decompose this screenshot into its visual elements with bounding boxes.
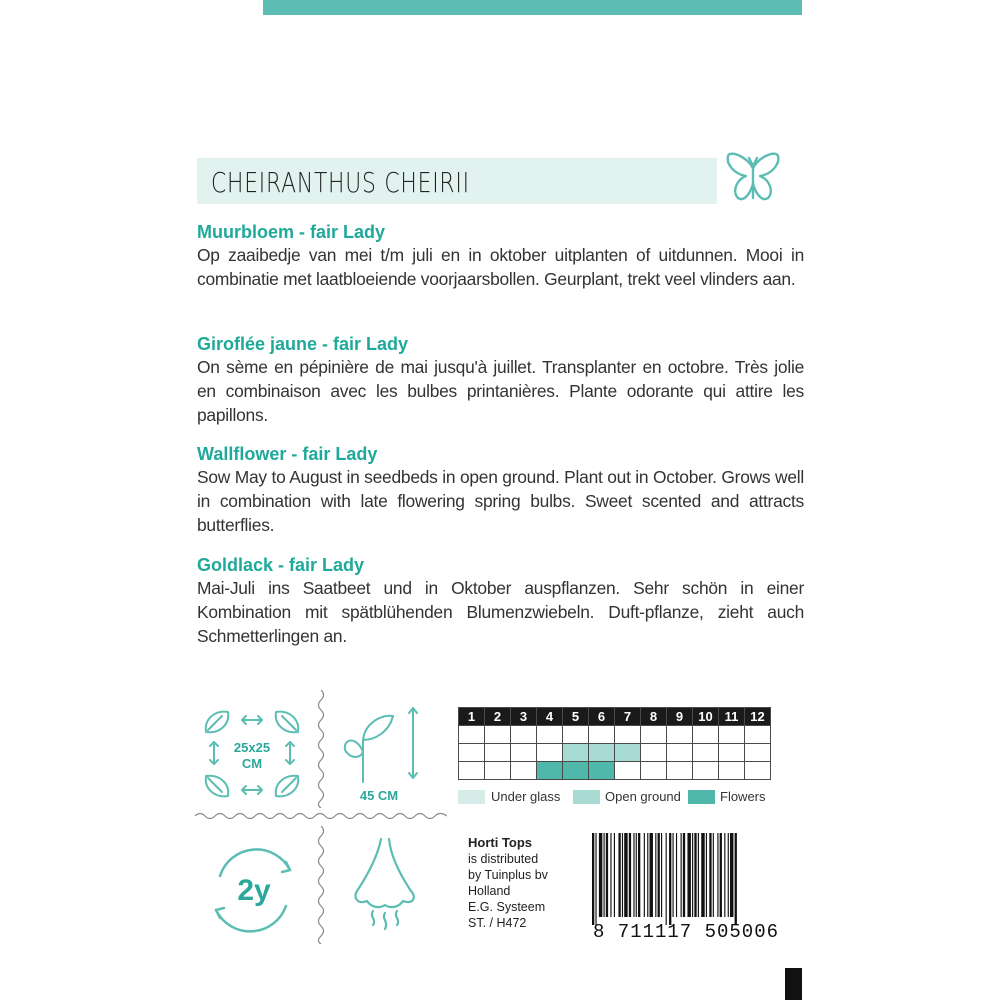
barcode-bar bbox=[604, 833, 605, 917]
barcode-bar bbox=[698, 833, 699, 917]
distributor-company: Horti Tops bbox=[468, 835, 533, 850]
month-header: 8 bbox=[641, 708, 667, 726]
section-heading: Muurbloem - fair Lady bbox=[197, 222, 386, 242]
barcode-bars bbox=[578, 833, 794, 939]
spacing-label-1: 25x25 bbox=[233, 740, 271, 755]
month-header: 11 bbox=[719, 708, 745, 726]
spacing-label-2: CM bbox=[241, 756, 263, 771]
section-body: On sème en pépinière de mai jusqu'à juillet. Transplanter en octobre. Très jolie en combinaison avec les bulbes printanières. Plante odorante qui attire les papillons. bbox=[197, 357, 804, 425]
legend-swatch-flowers bbox=[688, 790, 715, 804]
scent-icon-box bbox=[345, 835, 425, 935]
calendar-cell bbox=[745, 744, 771, 762]
barcode-bar bbox=[650, 833, 653, 917]
barcode-digits: 8 711117 505006 bbox=[592, 921, 780, 939]
section-dutch bbox=[197, 221, 804, 291]
calendar-header-row bbox=[459, 708, 771, 726]
barcode-bar bbox=[735, 833, 737, 925]
month-header: 1 bbox=[459, 708, 485, 726]
legend-label-open-ground: Open ground bbox=[605, 789, 681, 804]
barcode-bar bbox=[676, 833, 677, 917]
barcode-bar bbox=[629, 833, 631, 917]
legend-swatch-under-glass bbox=[458, 790, 485, 804]
month-header: 9 bbox=[667, 708, 693, 726]
latin-name: CHEIRANTHUS CHEIRII bbox=[211, 166, 470, 199]
calendar-cell bbox=[719, 726, 745, 744]
distributor-line: is distributed bbox=[468, 852, 539, 866]
calendar-cell bbox=[667, 726, 693, 744]
calendar-cell bbox=[459, 762, 485, 780]
calendar-cell bbox=[511, 744, 537, 762]
calendar-cell bbox=[693, 744, 719, 762]
calendar-cell bbox=[511, 726, 537, 744]
calendar-cell bbox=[589, 744, 615, 762]
calendar-cell bbox=[641, 726, 667, 744]
barcode-bar bbox=[713, 833, 714, 917]
section-english bbox=[197, 443, 804, 537]
barcode-bar bbox=[673, 833, 674, 917]
barcode-bar bbox=[701, 833, 704, 917]
biennial-cycle-icon bbox=[200, 840, 305, 940]
calendar-cell bbox=[485, 726, 511, 744]
calendar-cell bbox=[589, 726, 615, 744]
barcode-bar bbox=[592, 833, 594, 925]
section-body: Op zaaibedje van mei t/m juli en in oktober uitplanten of uitdunnen. Mooi in combinatie met laatbloeiende voorjaarsbollen. Geurplant, trekt veel vlinders aan. bbox=[197, 245, 804, 289]
sowing-calendar bbox=[458, 707, 771, 780]
calendar-cell bbox=[511, 762, 537, 780]
calendar-cell bbox=[667, 762, 693, 780]
barcode-bar bbox=[638, 833, 640, 917]
calendar-cell bbox=[719, 744, 745, 762]
barcode-bar bbox=[709, 833, 711, 917]
top-color-bar bbox=[263, 0, 802, 15]
barcode-bar bbox=[633, 833, 634, 917]
distributor-info bbox=[468, 835, 548, 931]
calendar-cell bbox=[745, 726, 771, 744]
height-label: 45 CM bbox=[359, 788, 399, 803]
legend-label-flowers: Flowers bbox=[720, 789, 766, 804]
horizontal-divider bbox=[195, 810, 447, 822]
barcode-bar bbox=[636, 833, 637, 917]
calendar-cell bbox=[589, 762, 615, 780]
title-banner bbox=[197, 158, 717, 204]
calendar-row-under-glass bbox=[459, 726, 771, 744]
plant-height-icon bbox=[335, 700, 435, 805]
barcode-bar bbox=[624, 833, 627, 917]
section-german bbox=[197, 554, 804, 648]
calendar-cell bbox=[745, 762, 771, 780]
barcode-bar bbox=[610, 833, 611, 917]
legend-label-under-glass: Under glass bbox=[491, 789, 561, 804]
calendar-cell bbox=[459, 744, 485, 762]
month-header: 7 bbox=[615, 708, 641, 726]
calendar-cell bbox=[667, 744, 693, 762]
barcode-bar bbox=[730, 833, 733, 917]
calendar-cell bbox=[485, 762, 511, 780]
barcode-bar bbox=[666, 833, 667, 925]
month-header: 10 bbox=[693, 708, 719, 726]
barcode-bar bbox=[614, 833, 615, 917]
barcode-bar bbox=[658, 833, 660, 917]
month-header: 6 bbox=[589, 708, 615, 726]
calendar-cell bbox=[615, 744, 641, 762]
leaf-spacing-icon bbox=[198, 700, 308, 805]
section-heading: Goldlack - fair Lady bbox=[197, 555, 365, 575]
barcode-bar bbox=[728, 833, 729, 917]
month-header: 12 bbox=[745, 708, 771, 726]
calendar-cell bbox=[459, 726, 485, 744]
barcode-bar bbox=[683, 833, 685, 917]
distributor-line: by Tuinplus bv bbox=[468, 868, 548, 882]
barcode-bar bbox=[724, 833, 725, 917]
calendar-cell bbox=[719, 762, 745, 780]
distributor-line: Holland bbox=[468, 884, 511, 898]
nose-scent-icon bbox=[345, 835, 425, 935]
month-header: 5 bbox=[563, 708, 589, 726]
barcode-bar bbox=[717, 833, 718, 917]
vertical-divider-lower bbox=[314, 826, 328, 944]
barcode-bar bbox=[720, 833, 722, 917]
spacing-icon-box bbox=[198, 700, 308, 805]
calendar-cell bbox=[563, 762, 589, 780]
barcode-bar bbox=[706, 833, 707, 917]
section-heading: Giroflée jaune - fair Lady bbox=[197, 334, 409, 354]
barcode-bar bbox=[644, 833, 645, 917]
barcode-bar bbox=[622, 833, 623, 917]
calendar-row-open-ground bbox=[459, 744, 771, 762]
month-header: 2 bbox=[485, 708, 511, 726]
barcode-bar bbox=[595, 833, 596, 925]
barcode-bar bbox=[647, 833, 648, 917]
calendar-cell bbox=[537, 762, 563, 780]
section-heading: Wallflower - fair Lady bbox=[197, 444, 378, 464]
calendar-row-flowers bbox=[459, 762, 771, 780]
section-body: Sow May to August in seedbeds in open ground. Plant out in October. Grows well in combination with late flowering spring bulbs. Sweet scented and attracts butterflies. bbox=[197, 467, 804, 535]
distributor-line: ST. / H472 bbox=[468, 916, 527, 930]
lifecycle-label: 2y bbox=[237, 874, 271, 907]
vertical-divider bbox=[314, 690, 328, 808]
calendar-cell bbox=[693, 726, 719, 744]
section-french bbox=[197, 333, 804, 427]
distributor-line: E.G. Systeem bbox=[468, 900, 546, 914]
barcode-bar bbox=[606, 833, 608, 917]
calendar-cell bbox=[641, 762, 667, 780]
barcode-bar bbox=[618, 833, 620, 917]
calendar-cell bbox=[615, 726, 641, 744]
section-body: Mai-Juli ins Saatbeet und in Oktober auspflanzen. Sehr schön in einer Kombination mit spätblühenden Blumenzwiebeln. Duft-pflanze, zieht auch Schmetterlingen an. bbox=[197, 578, 804, 646]
barcode bbox=[578, 833, 794, 939]
month-header: 4 bbox=[537, 708, 563, 726]
butterfly-icon bbox=[722, 148, 784, 210]
month-header: 3 bbox=[511, 708, 537, 726]
calendar-cell bbox=[615, 762, 641, 780]
calendar-cell bbox=[563, 744, 589, 762]
calendar-cell bbox=[563, 726, 589, 744]
barcode-bar bbox=[692, 833, 693, 917]
barcode-bar bbox=[655, 833, 656, 917]
barcode-bar bbox=[669, 833, 671, 925]
registration-mark bbox=[785, 968, 802, 1000]
barcode-bar bbox=[687, 833, 690, 917]
calendar-cell bbox=[485, 744, 511, 762]
calendar-cell bbox=[537, 726, 563, 744]
barcode-bar bbox=[599, 833, 602, 917]
calendar-cell bbox=[693, 762, 719, 780]
barcode-bar bbox=[681, 833, 682, 917]
calendar-cell bbox=[641, 744, 667, 762]
legend-swatch-open-ground bbox=[573, 790, 600, 804]
calendar-cell bbox=[537, 744, 563, 762]
lifecycle-icon-box bbox=[200, 840, 305, 940]
height-icon-box bbox=[335, 700, 435, 805]
barcode-bar bbox=[661, 833, 662, 917]
barcode-bar bbox=[694, 833, 696, 917]
